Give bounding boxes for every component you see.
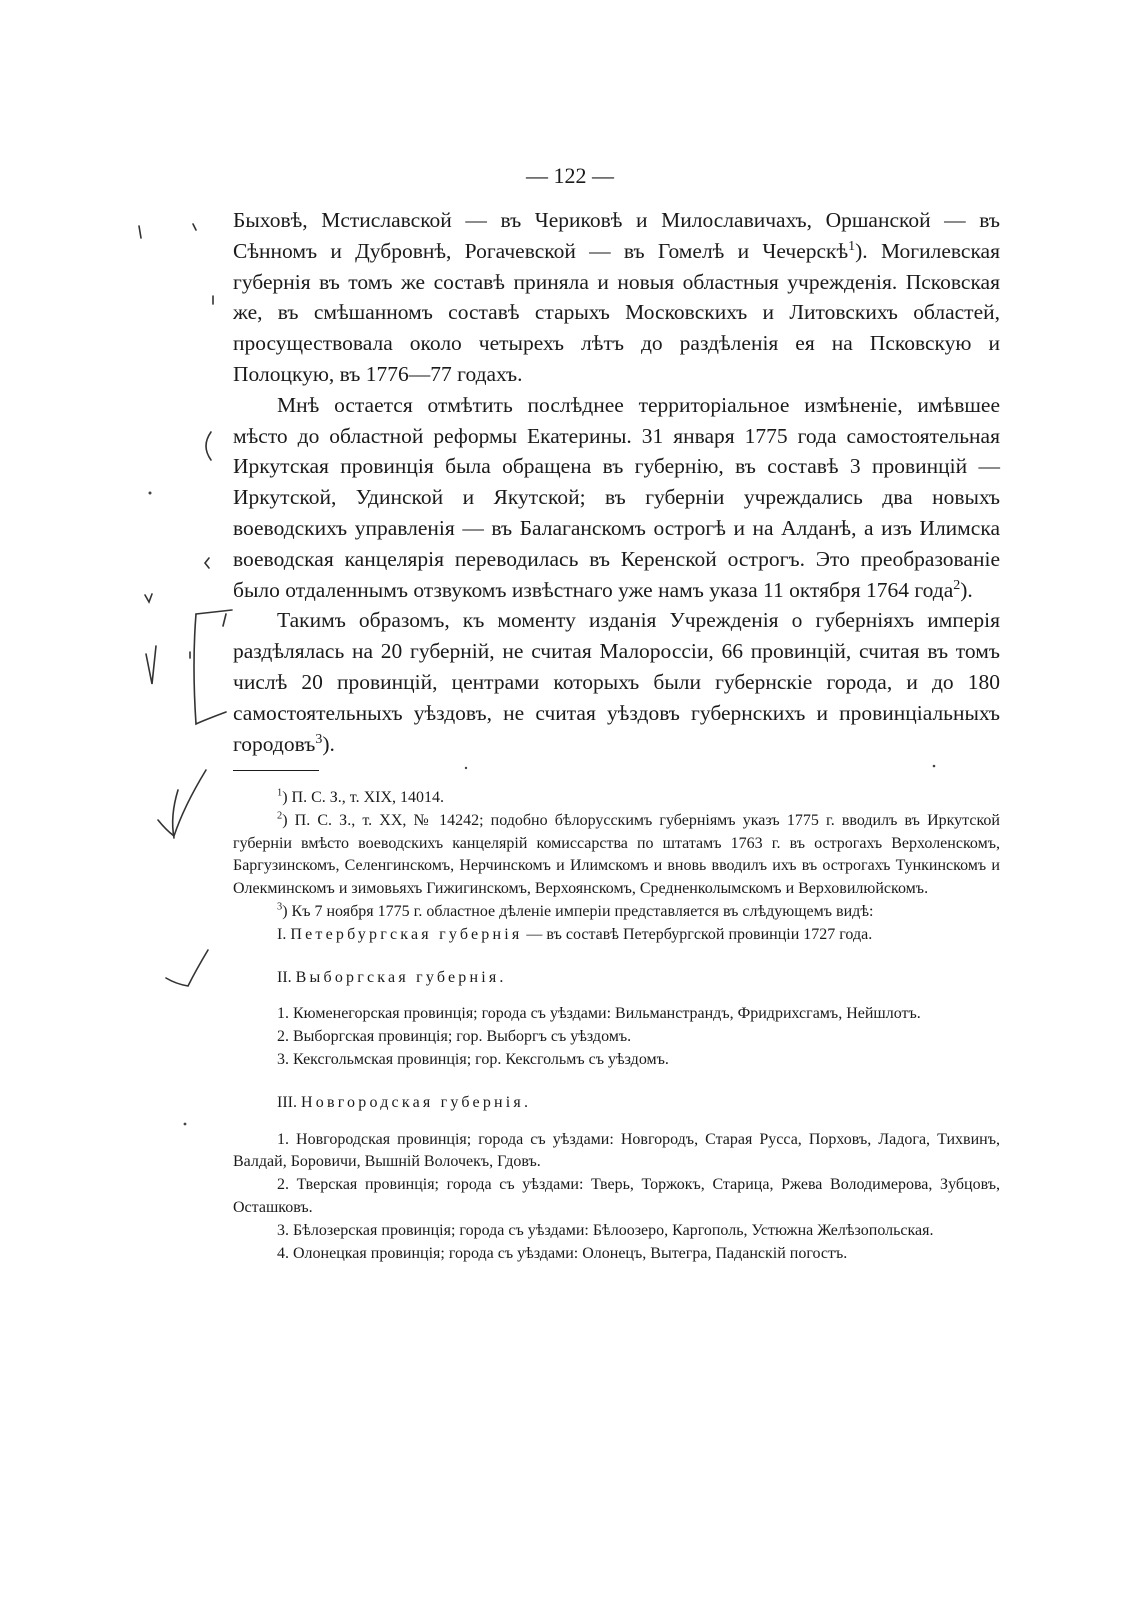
- page-number: — 122 —: [526, 163, 614, 188]
- paragraph-2: Мнѣ остается отмѣтить послѣднее территоріальное измѣненіе, имѣвшее мѣсто до областной реформы Екатерины. 31 января 1775 года самостоятельная Иркутская провинція была обращена въ губернію, въ составѣ 3 провинцій — Иркутской, Удинской и Якутской; въ губерніи учреждались два новыхъ воеводскихъ управленія — въ Балаганскомъ острогѣ и на Алданѣ, а изъ Илимска воеводская канцелярія переводилась въ Керенской острогъ. Это преобразованіе было отдаленнымъ отзвукомъ извѣстнаго уже намъ указа 11 октября 1764 года$^2$).: [233, 392, 1000, 602]
- list-item: 3. Бѣлозерская провинція; города съ уѣздами: Бѣлоозеро, Каргополь, Устюжна Желѣзопольская.: [277, 1221, 934, 1239]
- guberniya-1: I. Петербургская губернія — въ составѣ Петербургской провинціи 1727 года.: [277, 925, 873, 943]
- footnote-3: $^3$) Къ 7 ноября 1775 г. областное дѣленіе имперіи представляется въ слѣдующемъ видѣ:: [277, 901, 874, 920]
- paragraph-3: Такимъ образомъ, къ моменту изданія Учрежденія о губерніяхъ имперія раздѣлялась на 20 губерній, не считая Малороссіи, 66 провинцій, считая въ томъ числѣ 20 провинцій, центрами которыхъ были губернскіе города, и до 180 самостоятельныхъ уѣздовъ, не считая уѣздовъ губернскихъ и провинціальныхъ городовъ$^3$).: [233, 608, 1000, 756]
- guberniya-3-heading: III. Новгородская губернія.: [277, 1093, 532, 1111]
- list-item: 2. Выборгская провинція; гор. Выборгъ съ уѣздомъ.: [277, 1028, 632, 1046]
- footnote-ref-2: 2: [953, 577, 961, 593]
- paragraph-1: Быховѣ, Мстиславской — въ Чериковѣ и Милославичахъ, Оршанской — въ Сѣнномъ и Дубровнѣ, Рогачевской — въ Гомелѣ и Чечерскѣ$^1$). Могилевская губернія въ томъ же составѣ приняла и новыя областныя учрежденія. Псковская же, въ смѣшанномъ составѣ старыхъ Московскихъ и Литовскихъ областей, просуществовала около четырехъ лѣтъ до раздѣленія ея на Псковскую и Полоцкую, въ 1776—77 годахъ.: [233, 208, 1000, 386]
- list-item: 1. Новгородская провинція; города съ уѣздами: Новгородъ, Старая Русса, Порховъ, Ладога, Тихвинъ, Валдай, Боровичи, Вышній Волочекъ, Гдовъ.: [233, 1130, 1000, 1171]
- guberniya-1-name: Петербургская губернія: [290, 925, 523, 943]
- footnote-ref-1: 1: [848, 238, 856, 254]
- footnote-1: $^1$) П. С. З., т. XIX, 14014.: [277, 787, 444, 806]
- list-item: 3. Кексгольмская провинція; гор. Кексгольмъ съ уѣздомъ.: [277, 1050, 669, 1068]
- list-item: 1. Кюменегорская провинція; города съ уѣздами: Вильманстрандъ, Фридрихсгамъ, Нейшлотъ.: [277, 1005, 921, 1023]
- guberniya-2-heading: II. Выборгская губернія.: [277, 968, 507, 986]
- footnote-ref-3: 3: [315, 731, 323, 747]
- list-item: 2. Тверская провинція; города съ уѣздами: Тверь, Торжокъ, Старица, Ржева Володимерова, Зубцовъ, Осташковъ.: [233, 1176, 1000, 1216]
- footnote-2: $^2$) П. С. З., т. XX, № 14242; подобно бѣлорусскимъ губерніямъ указъ 1775 г. вводилъ въ Иркутской губерніи вмѣсто воеводскихъ канцелярій комиссарства по штатамъ 1763 г. въ острогахъ Верхоленскомъ, Баргузинскомъ, Селенгинскомъ, Нерчинскомъ и Илимскомъ и вновь вводилъ ихъ въ острогахъ Тункинскомъ и Олекминскомъ и зимовьяхъ Гижигинскомъ, Верхоянскомъ, Средненколымскомъ и Верховилюйскомъ.: [233, 810, 1000, 898]
- list-item: 4. Олонецкая провинція; города съ уѣздами: Олонецъ, Вытегра, Паданскій погостъ.: [277, 1244, 848, 1262]
